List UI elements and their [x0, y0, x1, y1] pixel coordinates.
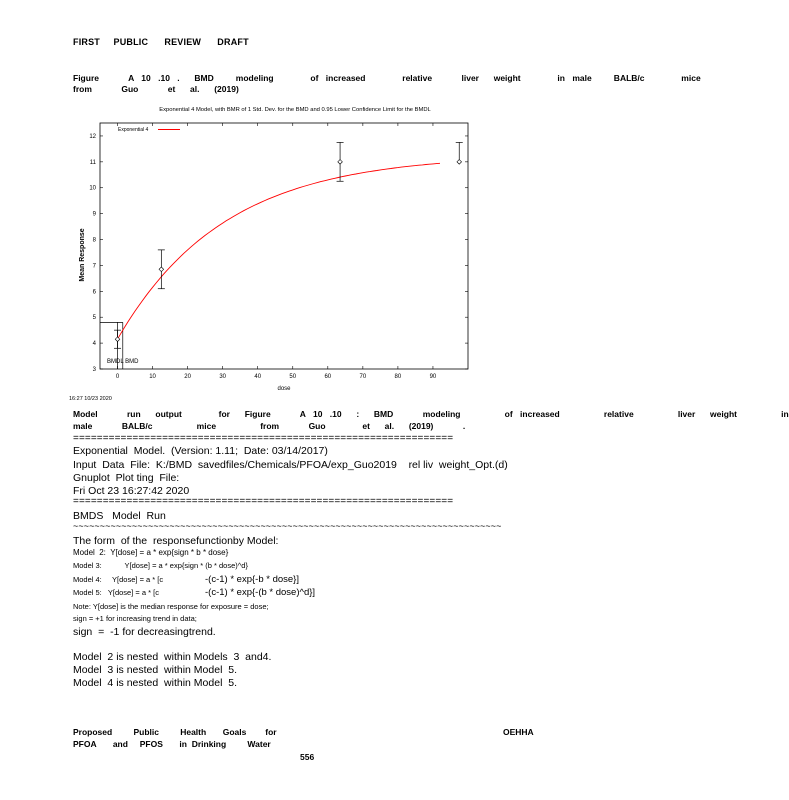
output-caption-line1: Model run output for Figure A 10 .10 : BMD modeling of increased relative liver weight in [73, 409, 789, 419]
x-tick-label: 20 [184, 374, 191, 380]
legend-label: Exponential 4 [118, 127, 149, 133]
x-tick-label: 50 [289, 374, 297, 380]
y-tick-label: 8 [92, 237, 96, 244]
y-tick-label: 11 [89, 159, 96, 166]
y-tick-label: 4 [92, 341, 96, 348]
y-tick-label: 5 [92, 315, 96, 322]
model5-formula-left: Model 5: Y[dose] = a * [c [73, 588, 159, 597]
y-tick-label: 3 [92, 367, 96, 373]
y-tick-label: 9 [92, 211, 96, 218]
draft-header: FIRST PUBLIC REVIEW DRAFT [73, 37, 249, 47]
model3-formula: Model 3: Y[dose] = a * exp{sign * (b * dose)^d} [73, 561, 248, 570]
legend [118, 127, 180, 133]
output-caption-line2: male BALB/c mice from Guo et al. (2019) . [73, 421, 466, 431]
chart-timestamp: 16:27 10/23 2020 [69, 396, 112, 402]
x-tick-label: 60 [324, 374, 332, 380]
model2-formula: Model 2: Y[dose] = a * exp{sign * b * dose} [73, 548, 229, 557]
nesting-line1: Model 2 is nested within Models 3 and4. [73, 651, 272, 663]
rule-equals-top: ================================================================ [73, 433, 454, 444]
x-axis [116, 123, 437, 380]
input-file-line: Input Data File: K:/BMD savedfiles/Chemicals/PFOA/exp_Guo2019 rel liv weight_Opt.(d) [73, 459, 508, 471]
x-tick-label: 80 [394, 374, 402, 380]
x-tick-label: 10 [149, 374, 156, 380]
footer-line2: PFOA and PFOS in Drinking Water [73, 739, 271, 749]
figure-caption-line2: from Guo et al. (2019) [73, 84, 239, 94]
model4-formula-right: -(c-1) * exp{-b * dose}] [205, 574, 299, 585]
y-tick-label: 7 [92, 263, 96, 270]
rule-equals-bottom: ================================================================ [73, 496, 454, 507]
nesting-line3: Model 4 is nested within Model 5. [73, 677, 238, 689]
bmds-run-title: BMDS Model Run [73, 510, 166, 522]
chart-title: Exponential 4 Model, with BMR of 1 Std. Dev. for the BMD and 0.95 Lower Confidence Limit for the BMDL [159, 107, 431, 113]
model-curve [118, 163, 441, 339]
note-line3: sign = -1 for decreasingtrend. [73, 626, 216, 638]
rule-tilde: ~~~~~~~~~~~~~~~~~~~~~~~~~~~~~~~~~~~~~~~~~~~~~~~~~~~~~~~~~~~~~~~~~~~~~~~~~~~~~~~~ [73, 521, 502, 531]
note-line1: Note: Y[dose] is the median response for exposure = dose; [73, 602, 269, 611]
plot-frame [100, 123, 468, 369]
footer-org: OEHHA [503, 727, 534, 737]
bmd-bmdl-label: BMDL BMD [107, 359, 139, 365]
y-axis-label: Mean Response [79, 228, 86, 282]
observed-points [114, 142, 463, 348]
data-point [159, 267, 164, 272]
model5-formula-right: -(c-1) * exp{-(b * dose)^d}] [205, 587, 316, 598]
run-date-line: Fri Oct 23 16:27:42 2020 [73, 485, 190, 497]
y-axis [89, 134, 468, 373]
x-tick-label: 40 [254, 374, 262, 380]
y-tick-label: 12 [89, 133, 96, 140]
x-axis-label: dose [277, 386, 291, 392]
model-version-line: Exponential Model. (Version: 1.11; Date: 03/14/2017) [73, 445, 328, 457]
gnuplot-file-line: Gnuplot Plot ting File: [73, 472, 180, 484]
model4-formula-left: Model 4: Y[dose] = a * [c [73, 575, 164, 584]
y-tick-label: 10 [89, 185, 96, 192]
data-point [115, 337, 120, 342]
footer-line1: Proposed Public Health Goals for [73, 727, 277, 737]
x-tick-label: 0 [115, 374, 120, 380]
note-line2: sign = +1 for increasing trend in data; [73, 614, 197, 623]
figure-caption-line1: Figure A 10 .10 . BMD modeling of increased relative liver weight in male BALB/c mice [73, 73, 701, 83]
x-tick-label: 90 [429, 374, 437, 380]
x-tick-label: 70 [359, 374, 367, 380]
y-tick-label: 6 [92, 289, 96, 296]
page-number: 556 [300, 752, 315, 762]
x-tick-label: 30 [219, 374, 227, 380]
form-title: The form of the responsefunctionby Model: [73, 535, 279, 547]
nesting-line2: Model 3 is nested within Model 5. [73, 664, 238, 676]
data-point [338, 160, 343, 165]
data-point [457, 160, 462, 165]
bmd-chart [70, 100, 490, 405]
